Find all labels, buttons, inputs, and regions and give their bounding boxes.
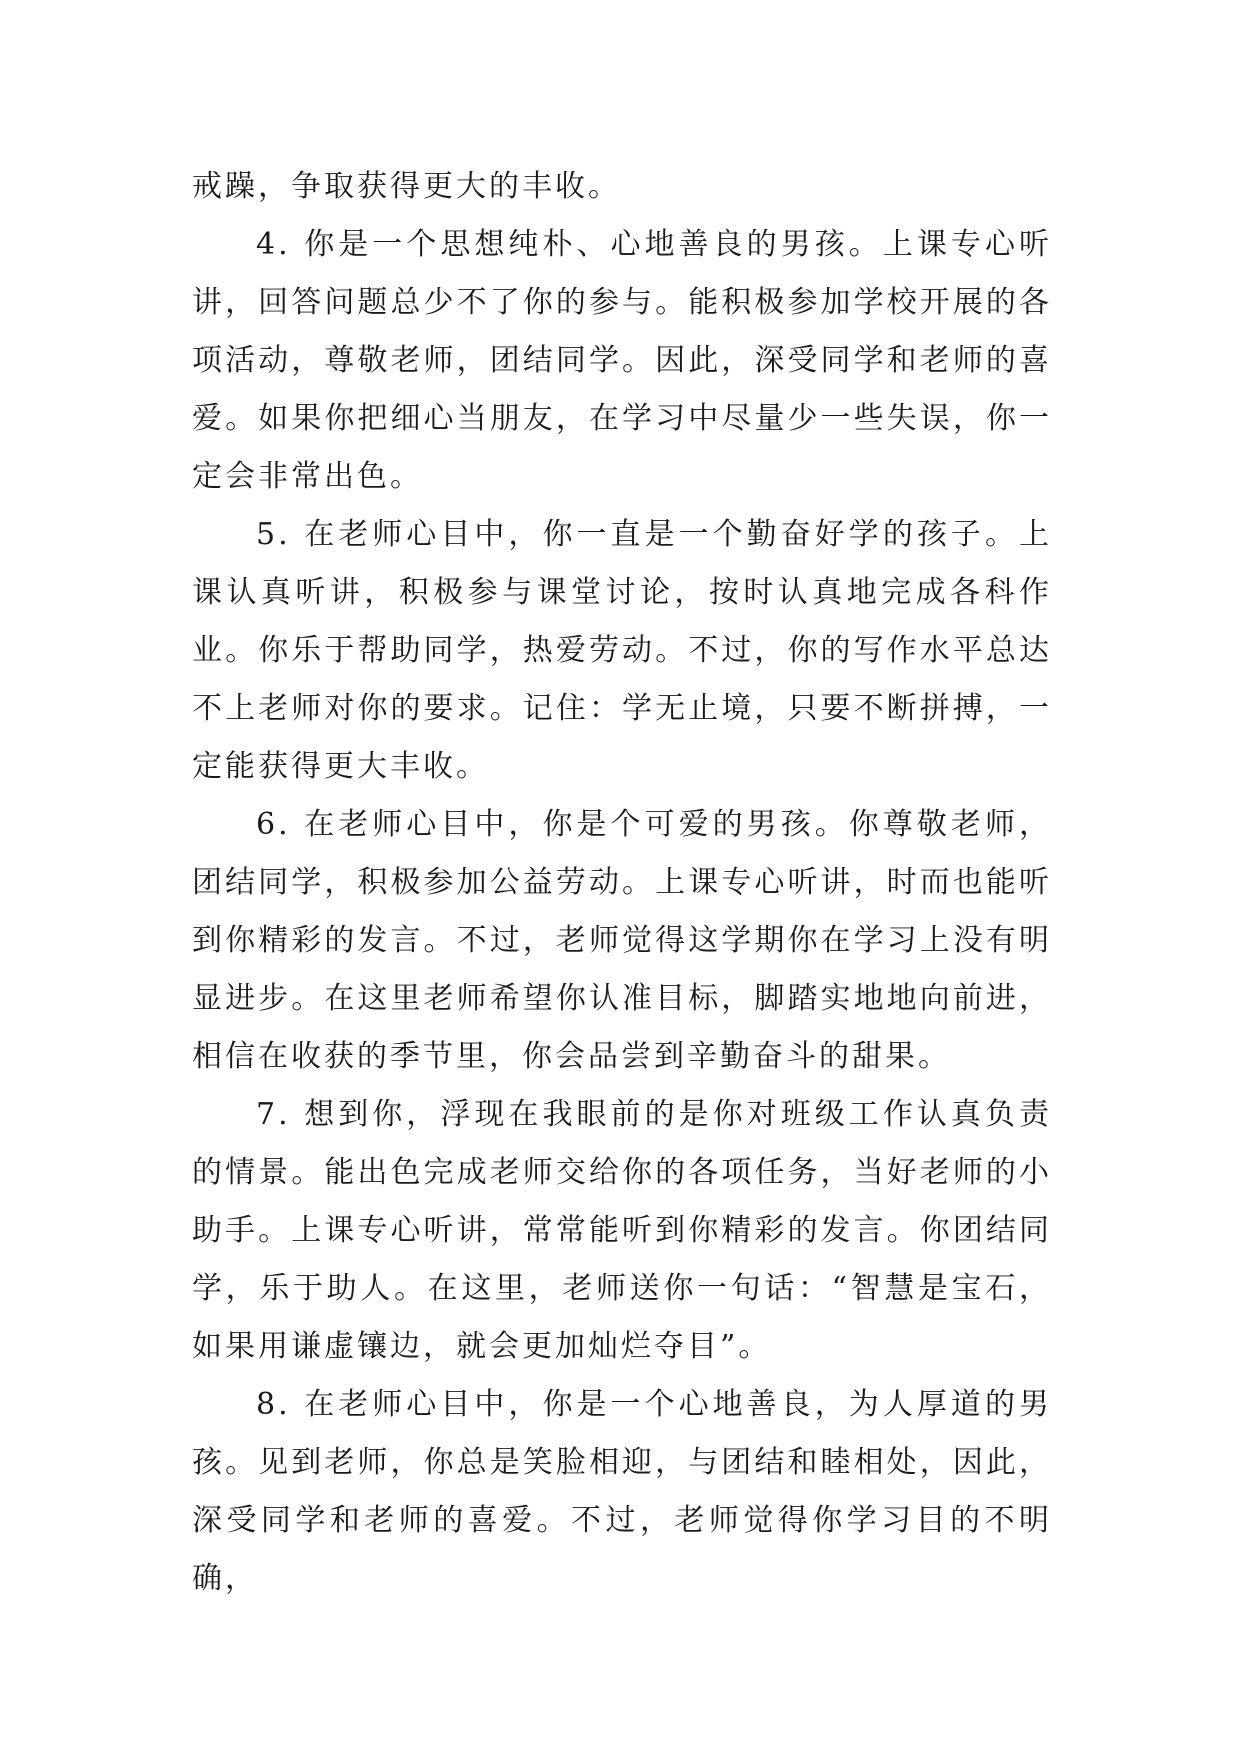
paragraph-item-8: 8. 在老师心目中，你是一个心地善良，为人厚道的男孩。见到老师，你总是笑脸相迎，与团结和睦相处，因此，深受同学和老师的喜爱。不过，老师觉得你学习目的不明确， <box>192 1387 1052 1596</box>
paragraph-item-7: 7. 想到你，浮现在我眼前的是你对班级工作认真负责的情景。能出色完成老师交给你的各项任务，当好老师的小助手。上课专心听讲，常常能听到你精彩的发言。你团结同学，乐于助人。在这里，老师送你一句话：“智慧是宝石，如果用谦虚镶边，就会更加灿烂夺目”。 <box>192 1097 1052 1364</box>
paragraph-item-5: 5. 在老师心目中，你一直是一个勤奋好学的孩子。上课认真听讲，积极参与课堂讨论，按时认真地完成各科作业。你乐于帮助同学，热爱劳动。不过，你的写作水平总达不上老师对你的要求。记住：学无止境，只要不断拼搏，一定能获得更大丰收。 <box>192 517 1052 784</box>
paragraph-continuation: 戒躁，争取获得更大的丰收。 <box>192 169 621 204</box>
document-body <box>192 158 1052 1608</box>
paragraph-item-6: 6. 在老师心目中，你是个可爱的男孩。你尊敬老师，团结同学，积极参加公益劳动。上课专心听讲，时而也能听到你精彩的发言。不过，老师觉得这学期你在学习上没有明显进步。在这里老师希望你认准目标，脚踏实地地向前进，相信在收获的季节里，你会品尝到辛勤奋斗的甜果。 <box>192 807 1052 1074</box>
paragraph-item-4: 4. 你是一个思想纯朴、心地善良的男孩。上课专心听讲，回答问题总少不了你的参与。能积极参加学校开展的各项活动，尊敬老师，团结同学。因此，深受同学和老师的喜爱。如果你把细心当朋友，在学习中尽量少一些失误，你一定会非常出色。 <box>192 227 1052 494</box>
